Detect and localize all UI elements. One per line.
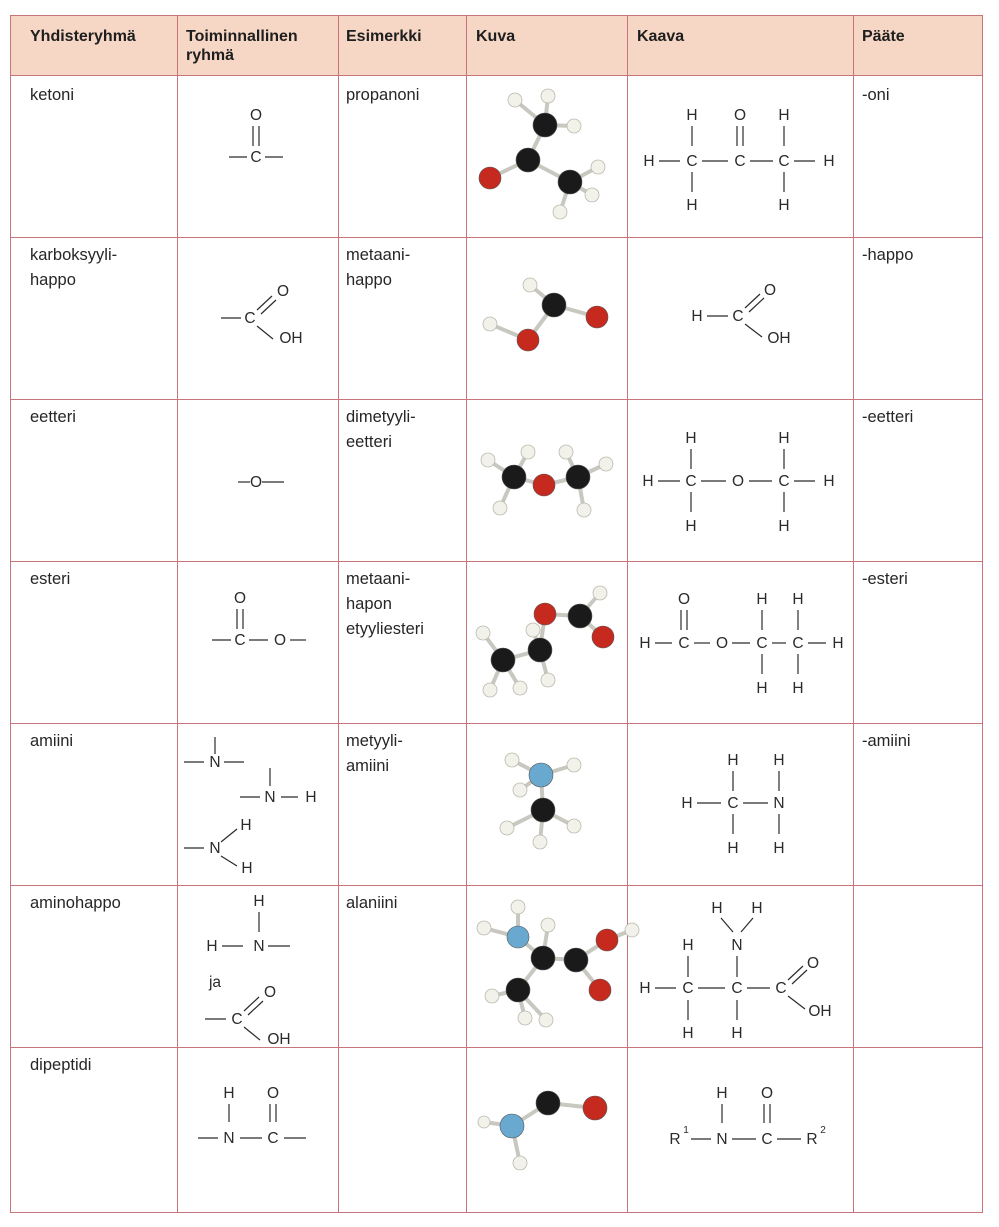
group-name: aminohappo [30,894,121,912]
atom-O [586,306,608,328]
atom-H [523,278,537,292]
atom-O [589,979,611,1001]
atom-symbol: C [685,473,697,490]
group-name: amiini [30,732,74,750]
atom-symbol: H [686,197,698,214]
atom-O [583,1096,607,1120]
atom-H [567,119,581,133]
group-name: dipeptidi [30,1056,92,1074]
atom-symbol: H [832,635,844,652]
atom-symbol: N [773,795,785,812]
atom-C [528,638,552,662]
atom-H [485,989,499,1003]
atom-symbol: H [731,1025,743,1042]
atom-symbol: C [778,153,790,170]
atom-symbol: H [223,1085,235,1102]
atom-C [491,648,515,672]
atom-symbol: C [234,632,246,649]
atom-symbol: H [643,153,655,170]
atom-symbol: H [756,680,768,697]
atom-symbol: H [711,900,723,917]
atom-O [479,167,501,189]
atom-symbol: H [792,680,804,697]
atom-N [529,763,553,787]
atom-symbol: H [691,308,703,325]
atom-symbol: O [276,283,290,300]
atom-symbol: H [240,817,252,834]
atom-symbol: O [760,1085,774,1102]
atom-symbol: H [681,795,693,812]
atom-symbol: OH [767,330,791,347]
atom-symbol: N [223,1130,235,1147]
atom-symbol: C [686,153,698,170]
atom-H [518,1011,532,1025]
atom-symbol: N [264,789,276,806]
atom-N [507,926,529,948]
atom-H [493,501,507,515]
atom-symbol: H [206,938,218,955]
atom-H [533,835,547,849]
atom-symbol: O [715,635,729,652]
atom-symbol: C [250,149,262,166]
atom-symbol: H [682,937,694,954]
conjunction-text: ja [208,974,222,991]
atom-H [476,626,490,640]
atom-symbol: O [263,984,277,1001]
atom-H [526,623,540,637]
atom-symbol: H [823,473,835,490]
atom-H [500,821,514,835]
atom-H [591,160,605,174]
atom-O [517,329,539,351]
atom-symbol: C [732,308,744,325]
example-name: metaani- happo [346,246,411,289]
example-name: metyyli- amiini [346,732,403,775]
atom-symbol: N [209,754,221,771]
atom-symbol: C [678,635,690,652]
superscript: 1 [683,1125,689,1136]
atom-H [625,923,639,937]
atom-C [516,148,540,172]
atom-H [513,783,527,797]
group-name: esteri [30,570,71,588]
atom-C [502,465,526,489]
atom-symbol: O [273,632,287,649]
atom-O [534,603,556,625]
atom-symbol: N [209,840,221,857]
atom-symbol: H [778,107,790,124]
atom-symbol: H [778,430,790,447]
atom-symbol: C [761,1131,773,1148]
atom-symbol: N [731,937,743,954]
atom-symbol: C [775,980,787,997]
atom-symbol: H [716,1085,728,1102]
atom-symbol: O [733,107,747,124]
atom-symbol: H [305,789,317,806]
atom-H [541,673,555,687]
r-group-symbol: R [669,1131,681,1148]
atom-H [477,921,491,935]
atom-symbol: H [241,860,253,877]
atom-H [593,586,607,600]
atom-H [539,1013,553,1027]
suffix: -happo [862,246,914,264]
atom-symbol: O [806,955,820,972]
atom-symbol: N [716,1131,728,1148]
atom-C [568,604,592,628]
atom-H [481,453,495,467]
atom-H [508,93,522,107]
suffix: -oni [862,86,890,104]
atom-H [585,188,599,202]
atom-symbol: O [249,474,263,491]
atom-H [559,445,573,459]
atom-symbol: H [642,473,654,490]
example-name: metaani- hapon etyyliesteri [346,570,424,638]
atom-symbol: O [266,1085,280,1102]
suffix: -esteri [862,570,908,588]
atom-symbol: H [823,153,835,170]
atom-symbol: H [685,430,697,447]
atom-symbol: O [677,591,691,608]
superscript: 2 [820,1125,826,1136]
atom-H [541,89,555,103]
suffix: -amiini [862,732,911,750]
atom-O [533,474,555,496]
atom-H [599,457,613,471]
atom-symbol: H [253,893,265,910]
header-picture: Kuva [476,28,516,45]
atom-symbol: C [778,473,790,490]
atom-symbol: O [249,107,263,124]
atom-symbol: C [244,310,256,327]
atom-symbol: H [751,900,763,917]
atom-symbol: OH [808,1003,832,1020]
atom-symbol: H [727,840,739,857]
atom-symbol: H [778,197,790,214]
atom-symbol: H [682,1025,694,1042]
atom-C [506,978,530,1002]
atom-symbol: C [682,980,694,997]
atom-H [567,819,581,833]
atom-H [505,753,519,767]
atom-symbol: O [763,282,777,299]
atom-symbol: OH [267,1031,291,1048]
atom-symbol: H [727,752,739,769]
atom-H [577,503,591,517]
atom-N [500,1114,524,1138]
atom-C [558,170,582,194]
atom-O [592,626,614,648]
atom-H [541,918,555,932]
header-functional-group: Toiminnallinen ryhmä [186,28,298,64]
example-name: propanoni [346,86,420,104]
atom-symbol: H [756,591,768,608]
atom-symbol: H [639,980,651,997]
atom-C [536,1091,560,1115]
suffix: -eetteri [862,408,914,426]
atom-symbol: C [792,635,804,652]
atom-C [533,113,557,137]
group-name: karboksyyli- happo [30,246,118,289]
atom-symbol: H [685,518,697,535]
atom-C [566,465,590,489]
atom-C [542,293,566,317]
atom-C [531,798,555,822]
atom-H [483,317,497,331]
atom-symbol: N [253,938,265,955]
atom-H [553,205,567,219]
atom-H [478,1116,490,1128]
atom-symbol: C [756,635,768,652]
header-group: Yhdisteryhmä [30,28,136,45]
atom-symbol: H [639,635,651,652]
example-name: alaniini [346,894,398,912]
atom-symbol: H [792,591,804,608]
atom-C [564,948,588,972]
atom-H [567,758,581,772]
atom-H [513,1156,527,1170]
atom-H [521,445,535,459]
atom-symbol: H [778,518,790,535]
atom-H [483,683,497,697]
atom-symbol: C [727,795,739,812]
atom-H [511,900,525,914]
atom-symbol: H [773,752,785,769]
atom-symbol: O [731,473,745,490]
group-name: eetteri [30,408,76,426]
atom-symbol: C [231,1011,243,1028]
atom-symbol: H [686,107,698,124]
atom-symbol: C [734,153,746,170]
header-example: Esimerkki [346,28,422,45]
header-suffix: Pääte [862,28,905,45]
atom-C [531,946,555,970]
r-group-symbol: R [806,1131,818,1148]
atom-symbol: C [731,980,743,997]
group-name: ketoni [30,86,75,104]
atom-symbol: H [773,840,785,857]
atom-symbol: C [267,1130,279,1147]
example-name: dimetyyli- eetteri [346,408,416,451]
atom-symbol: O [233,590,247,607]
atom-H [513,681,527,695]
header-formula: Kaava [637,28,685,45]
atom-O [596,929,618,951]
atom-symbol: OH [279,330,303,347]
